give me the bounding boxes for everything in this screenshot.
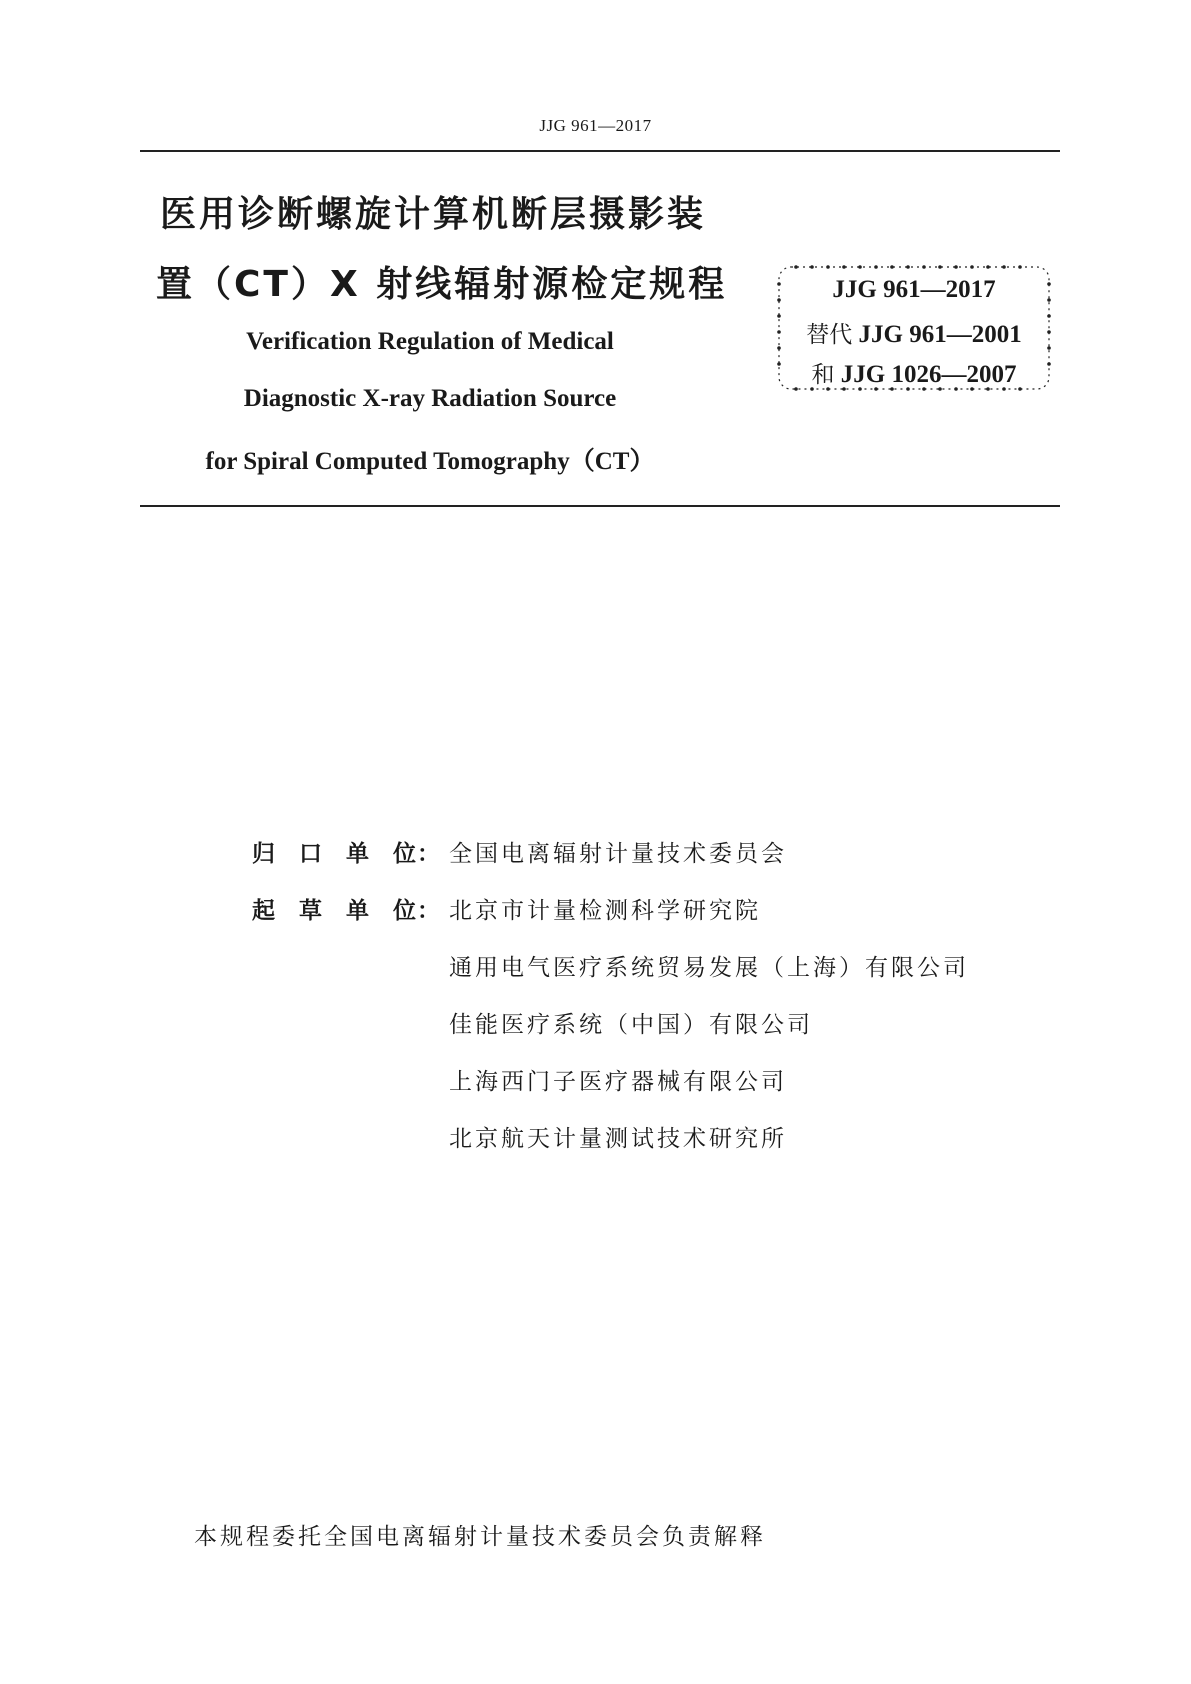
label-char: 草	[299, 898, 322, 924]
replaced-code-2: JJG 1026—2007	[834, 361, 1017, 388]
border-dot	[874, 265, 878, 269]
border-dot	[906, 265, 910, 269]
title-en-line-2: Diagnostic X-ray Radiation Source	[243, 385, 617, 412]
border-dot	[858, 265, 862, 269]
border-dot	[970, 265, 974, 269]
border-dot	[794, 265, 798, 269]
top-divider	[140, 150, 1060, 152]
standard-and-line	[776, 356, 1052, 389]
border-dot	[1018, 265, 1022, 269]
label-char: 口	[299, 841, 322, 867]
standard-replacement-box	[776, 264, 1052, 392]
replaced-code-1: JJG 961—2001	[852, 321, 1022, 348]
and-label: 和	[811, 362, 835, 388]
drafting-unit-2: 通用电气医疗系统贸易发展（上海）有限公司	[449, 955, 969, 981]
border-dot	[986, 265, 990, 269]
border-dot	[954, 265, 958, 269]
drafting-unit-5: 北京航天计量测试技术研究所	[449, 1126, 787, 1152]
responsible-unit-label	[252, 835, 440, 868]
label-char: 单	[346, 841, 369, 867]
border-dot	[890, 265, 894, 269]
responsible-unit-value: 全国电离辐射计量技术委员会	[449, 841, 787, 867]
label-char: 单	[346, 898, 369, 924]
border-dot	[922, 265, 926, 269]
label-colon: ：	[417, 841, 440, 867]
title-cn-line-1: 医用诊断螺旋计算机断层摄影装	[160, 194, 707, 235]
label-char: 归	[252, 841, 275, 867]
border-dot	[938, 265, 942, 269]
bottom-divider	[140, 505, 1060, 507]
label-char: 位	[393, 841, 416, 867]
border-dot	[810, 265, 814, 269]
label-char: 位	[393, 898, 416, 924]
label-char: 起	[252, 898, 275, 924]
header-standard-code: JJG 961—2017	[539, 116, 652, 135]
drafting-unit-label	[252, 892, 440, 925]
replaces-label: 替代	[806, 322, 853, 348]
drafting-unit-3: 佳能医疗系统（中国）有限公司	[449, 1012, 813, 1038]
drafting-unit-4: 上海西门子医疗器械有限公司	[449, 1069, 787, 1095]
title-cn-line-2: 置（CT）X 射线辐射源检定规程	[156, 264, 728, 305]
label-colon: ：	[417, 898, 440, 924]
border-dot	[826, 265, 830, 269]
title-en-line-3: for Spiral Computed Tomography（CT）	[205, 448, 655, 475]
title-en-line-1: Verification Regulation of Medical	[246, 328, 614, 355]
border-dot	[842, 265, 846, 269]
border-dot	[1002, 265, 1006, 269]
footer-interpretation-note: 本规程委托全国电离辐射计量技术委员会负责解释	[194, 1524, 766, 1550]
standard-replaces-line	[776, 316, 1052, 349]
standard-current-code: JJG 961—2017	[832, 276, 996, 303]
drafting-unit-1: 北京市计量检测科学研究院	[449, 898, 761, 924]
